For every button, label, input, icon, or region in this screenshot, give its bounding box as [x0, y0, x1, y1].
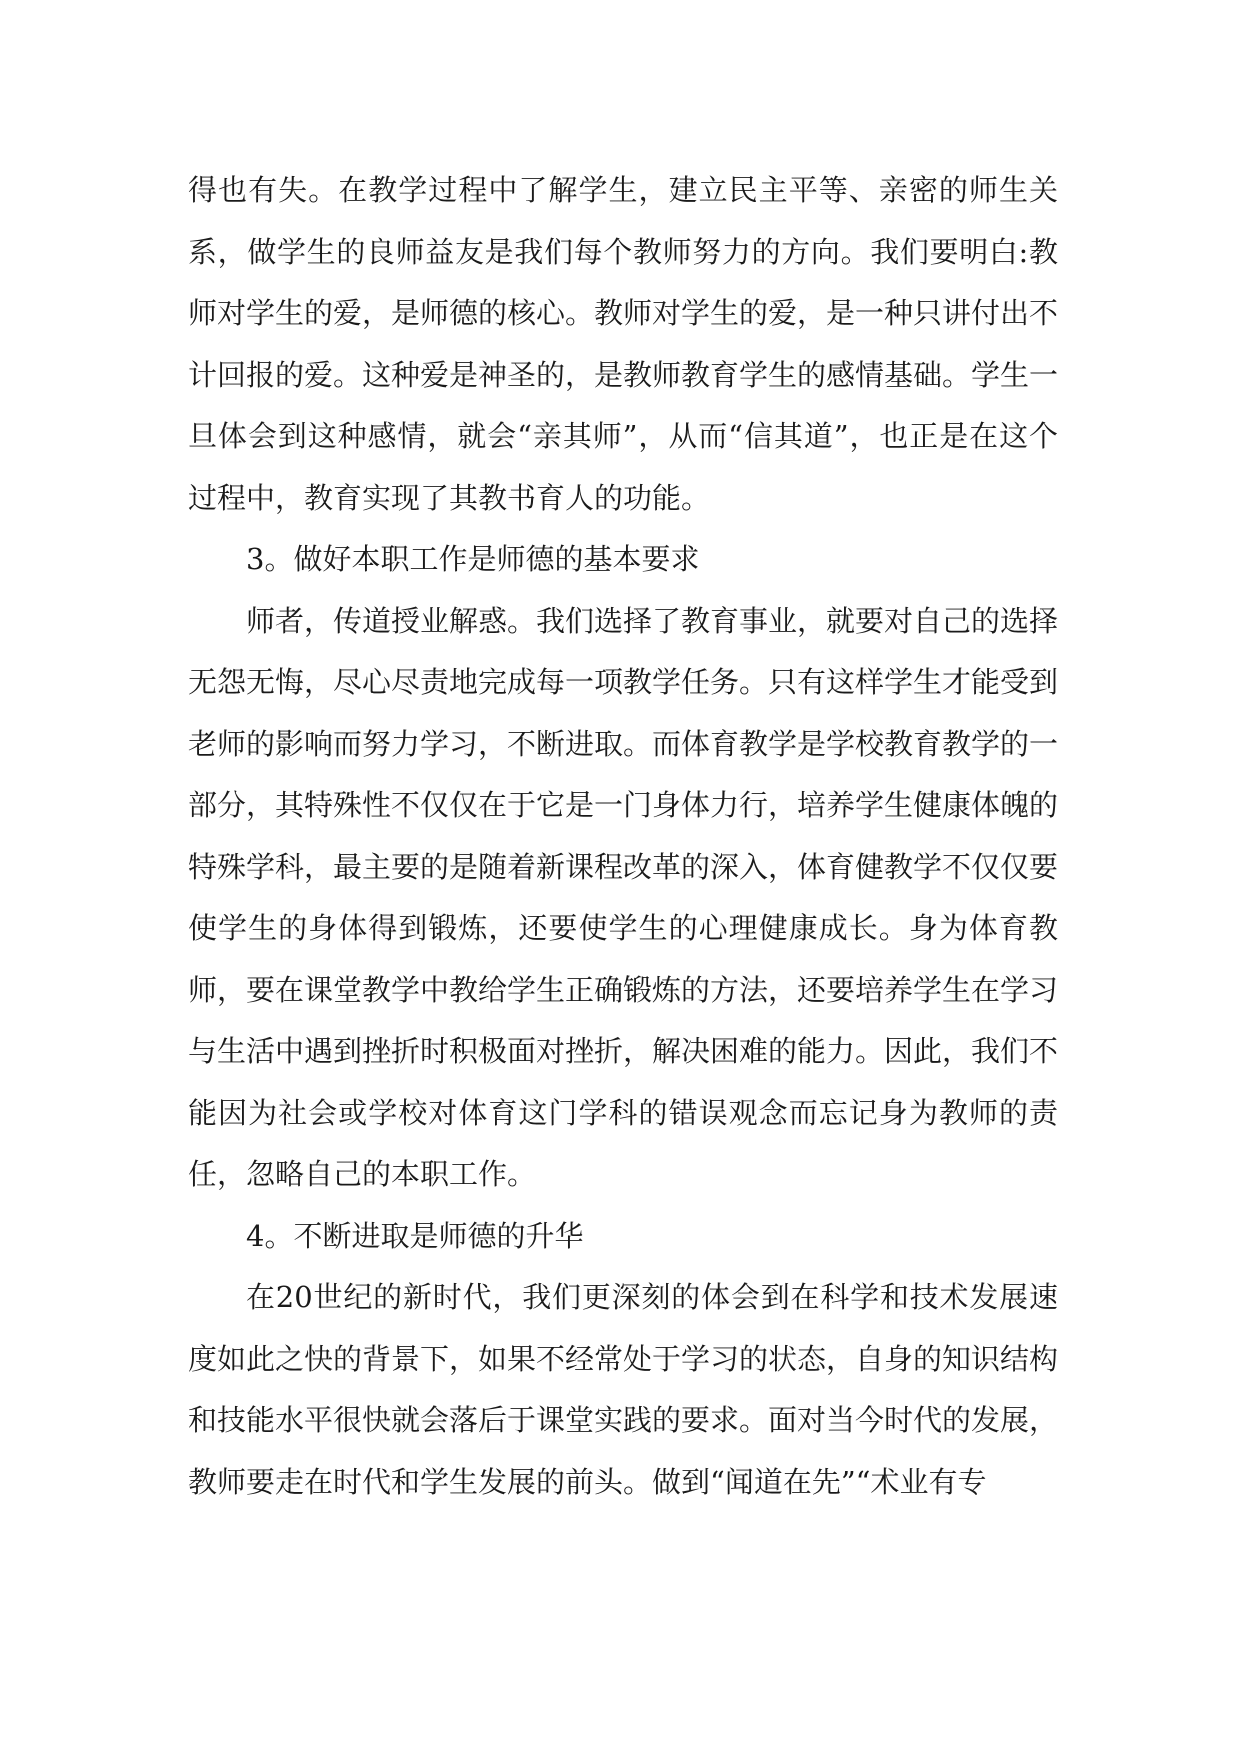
document-body	[188, 160, 1058, 1513]
paragraph-continuation: 得也有失。在教学过程中了解学生，建立民主平等、亲密的师生关系，做学生的良师益友是我们每个教师努力的方向。我们要明白:教师对学生的爱，是师德的核心。教师对学生的爱，是一种只讲付出不计回报的爱。这种爱是神圣的，是教师教育学生的感情基础。学生一旦体会到这种感情，就会“亲其师”，从而“信其道”，也正是在这个过程中，教育实现了其教书育人的功能。	[188, 173, 1059, 515]
paragraph-section-4: 在20世纪的新时代，我们更深刻的体会到在科学和技术发展速度如此之快的背景下，如果不经常处于学习的状态，自身的知识结构和技能水平很快就会落后于课堂实践的要求。面对当今时代的发展，教师要走在时代和学生发展的前头。做到“闻道在先”“术业有专	[188, 1280, 1059, 1499]
section-heading-4: 4。不断进取是师德的升华	[246, 1218, 584, 1253]
section-heading-3: 3。做好本职工作是师德的基本要求	[246, 542, 700, 576]
paragraph-section-3: 师者，传道授业解惑。我们选择了教育事业，就要对自己的选择无怨无悔，尽心尽责地完成每一项教学任务。只有这样学生才能受到老师的影响而努力学习，不断进取。而体育教学是学校教育教学的一部分，其特殊性不仅仅在于它是一门身体力行，培养学生健康体魄的特殊学科，最主要的是随着新课程改革的深入，体育健教学不仅仅要使学生的身体得到锻炼，还要使学生的心理健康成长。身为体育教师，要在课堂教学中教给学生正确锻炼的方法，还要培养学生在学习与生活中遇到挫折时积极面对挫折，解决困难的能力。因此，我们不能因为社会或学校对体育这门学科的错误观念而忘记身为教师的责任，忽略自己的本职工作。	[188, 603, 1059, 1191]
